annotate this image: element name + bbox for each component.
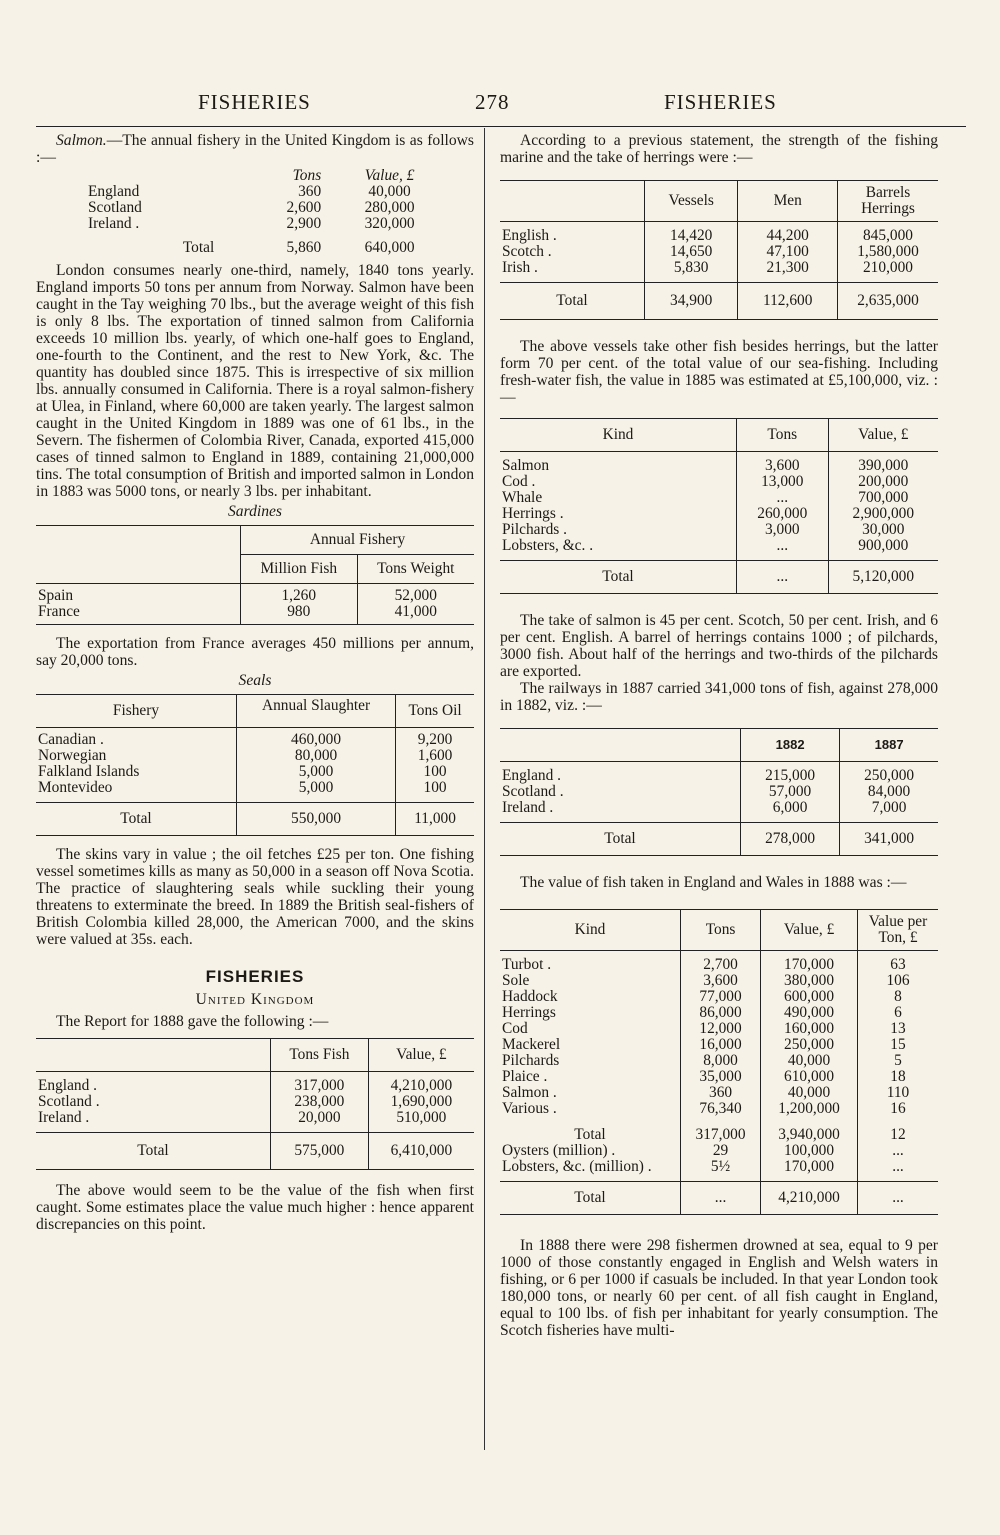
table-row	[500, 989, 938, 1005]
cell: 640,000	[364, 239, 415, 256]
header-rule	[36, 126, 966, 127]
cell: 8	[858, 989, 939, 1005]
row-label: Scotland .	[502, 783, 564, 800]
table-row	[500, 784, 938, 800]
row-label: Plaice .	[502, 1068, 548, 1085]
cell: 11,000	[396, 803, 474, 836]
cell: 6,000	[741, 800, 840, 823]
kind-col-tons: Tons	[737, 419, 829, 452]
seals-paragraph: The skins vary in value ; the oil fetches £25 per ton. One fishing vessel sometimes kills as many as 50,000 in a season off Nova Scotia. The practice of slaughtering seals while suckling their young threatens to exterminate the breed. In 1889 the British seal-fishers of British Colombia killed 28,000, the American 7000, and the skins were valued at 35s. each.	[36, 846, 474, 948]
cell: 1,200,000	[761, 1101, 858, 1117]
table-row	[36, 748, 474, 764]
cell: 1,260	[241, 584, 358, 605]
seals-col-oil: Tons Oil	[396, 695, 474, 728]
cell: 170,000	[761, 951, 858, 974]
row-label: Canadian .	[38, 731, 104, 748]
cell: 3,000	[737, 522, 829, 538]
cell: 3,600	[737, 452, 829, 475]
table-row	[36, 604, 474, 625]
salmon-intro	[36, 132, 474, 166]
cell: 16,000	[681, 1037, 761, 1053]
sardines-table	[36, 525, 474, 625]
cell: 2,635,000	[838, 283, 939, 320]
table-row	[500, 1053, 938, 1069]
cell: 77,000	[681, 989, 761, 1005]
cell: 380,000	[761, 973, 858, 989]
table-row	[500, 1159, 938, 1182]
cell: 12,000	[681, 1021, 761, 1037]
cell: 6	[858, 1005, 939, 1021]
cell: 13,000	[737, 474, 829, 490]
cell: 15	[858, 1037, 939, 1053]
row-label: Scotland	[88, 199, 142, 216]
cell: 1,600	[396, 748, 474, 764]
table-row	[500, 538, 938, 561]
row-label: Ireland .	[88, 215, 140, 232]
total-label: Total	[574, 1189, 606, 1206]
total-row	[500, 283, 938, 320]
sardines-col-fish: Million Fish	[241, 555, 358, 584]
sardines-group-header: Annual Fishery	[241, 526, 475, 555]
cell: 250,000	[840, 762, 938, 785]
wales-col-tons: Tons	[681, 910, 761, 951]
table-row	[36, 764, 474, 780]
herrings-col-vessels: Vessels	[645, 181, 738, 222]
cell: 317,000	[681, 1117, 761, 1143]
cell: 575,000	[271, 1133, 369, 1170]
cell: 845,000	[838, 222, 939, 245]
kind-col-value: Value, £	[828, 419, 938, 452]
salmon-col-value: Value, £	[364, 167, 415, 184]
row-label: English .	[502, 227, 557, 244]
seals-caption: Seals	[238, 672, 272, 689]
table-row	[500, 800, 938, 823]
row-label: Lobsters, &c. .	[502, 537, 594, 554]
cell: 360	[298, 183, 322, 200]
table-row	[500, 490, 938, 506]
drowned-paragraph: In 1888 there were 298 fishermen drowned at sea, equal to 9 per 1000 of those constantly engaged in English and Welsh waters in fishing, or 6 per 1000 if casuals be included. In that year London took 180,000 tons, or nearly 60 per cent. of all fish caught in England, equal to 100 lbs. of fish per inhabitant for yearly consumption. The Scotch fisheries have multi-	[500, 1237, 938, 1339]
cell: ...	[858, 1143, 939, 1159]
cell: 12	[858, 1117, 939, 1143]
cell: 3,940,000	[761, 1117, 858, 1143]
cell: 250,000	[761, 1037, 858, 1053]
cell: 84,000	[840, 784, 938, 800]
cell: 30,000	[828, 522, 938, 538]
total-row	[500, 823, 938, 856]
row-label: Sole	[502, 972, 530, 989]
right-column	[500, 132, 938, 1339]
cell: 4,210,000	[761, 1182, 858, 1215]
cell: 63	[858, 951, 939, 974]
table-row	[500, 1021, 938, 1037]
row-label: Salmon .	[502, 1084, 557, 1101]
table-row	[500, 506, 938, 522]
row-label: Oysters (million) .	[502, 1142, 616, 1159]
row-label: Herrings .	[502, 505, 564, 522]
salmon-paragraph: London consumes nearly one-third, namely, 1840 tons yearly. England imports 50 tons per annum from Norway. Salmon have been caught in the Tay weighing 70 lbs., but the average weight of this fish is only 8 lbs. The exportation of tinned salmon from California exceeds 10 million lbs. yearly, of which one-half goes to England, one-fourth to the Continent, and the rest to New York, &c. The quantity has doubled since 1875. This is irrespective of six million lbs. annually consumed in California. There is a royal salmon-fishery at Ulea, in Finland, where 60,000 are taken yearly. The largest salmon caught in the United Kingdom in 1889 was one of 61 lbs., in the Severn. The fishermen of Colombia River, Canada, exported 415,000 cases of tinned salmon to England in 1889, containing 21,000,000 tins. The total consumption of British and imported salmon in London in 1883 was 5000 tons, or nearly 3 lbs. per inhabitant.	[36, 262, 474, 500]
row-label: Pilchards	[502, 1052, 560, 1069]
cell: 5,120,000	[828, 561, 938, 594]
cell: ...	[858, 1159, 939, 1182]
cell: 600,000	[761, 989, 858, 1005]
sardines-paragraph: The exportation from France averages 450 millions per annum, say 20,000 tons.	[36, 635, 474, 669]
row-label: Norwegian	[38, 747, 107, 764]
cell: 13	[858, 1021, 939, 1037]
row-label: Spain	[38, 587, 74, 604]
total-row	[36, 803, 474, 836]
seals-col-slaughter: Annual Slaughter	[237, 695, 396, 728]
cell: 610,000	[761, 1069, 858, 1085]
table-row	[500, 452, 938, 475]
table-row	[500, 222, 938, 245]
cell: 390,000	[828, 452, 938, 475]
cell: 40,000	[368, 183, 411, 200]
running-header-right: FISHERIES	[664, 90, 777, 114]
row-label: Turbot .	[502, 956, 552, 973]
cell: 238,000	[271, 1094, 369, 1110]
table-row	[500, 1037, 938, 1053]
cell: 320,000	[364, 215, 415, 232]
table-row	[500, 474, 938, 490]
rail-col-1887: 1887	[840, 729, 938, 762]
cell: 700,000	[828, 490, 938, 506]
cell: 341,000	[840, 823, 938, 856]
cell: 980	[241, 604, 358, 625]
row-label: Herrings	[502, 1004, 556, 1021]
cell: 80,000	[237, 748, 396, 764]
rail-col-1882: 1882	[741, 729, 840, 762]
wales-table	[500, 909, 938, 1215]
wales-intro: The value of fish taken in England and Wales in 1888 was :—	[520, 874, 907, 891]
cell: 170,000	[761, 1159, 858, 1182]
row-label: Montevideo	[38, 779, 113, 796]
table-row	[500, 1143, 938, 1159]
row-label: Ireland .	[38, 1109, 90, 1126]
cell: 14,420	[645, 222, 738, 245]
railways-paragraph: The railways in 1887 carried 341,000 tons of fish, against 278,000 in 1882, viz. :—	[500, 680, 938, 714]
cell: 460,000	[237, 728, 396, 749]
table-row	[500, 1101, 938, 1117]
salmon-intro-text: —The annual fishery in the United Kingdom is as follows :—	[36, 132, 474, 166]
cell: 6,410,000	[368, 1133, 474, 1170]
cell: 18	[858, 1069, 939, 1085]
row-label: Falkland Islands	[38, 763, 140, 780]
cell: 160,000	[761, 1021, 858, 1037]
cell: ...	[858, 1182, 939, 1215]
cell: 510,000	[368, 1110, 474, 1133]
cell: 86,000	[681, 1005, 761, 1021]
cell: 5,830	[645, 260, 738, 283]
cell: 9,200	[396, 728, 474, 749]
left-column	[36, 132, 474, 1233]
seals-col-fishery: Fishery	[112, 702, 160, 719]
wales-col-kind: Kind	[574, 921, 606, 938]
final-paragraph: The above would seem to be the value of the fish when first caught. Some estimates place the value much higher : hence apparent discrepancies on this point.	[36, 1182, 474, 1233]
cell: 360	[681, 1085, 761, 1101]
cell: 47,100	[738, 244, 838, 260]
cell: 3,600	[681, 973, 761, 989]
cell: 200,000	[828, 474, 938, 490]
wales-col-value: Value, £	[761, 910, 858, 951]
table-row	[500, 522, 938, 538]
row-label: France	[38, 603, 80, 620]
cell: 900,000	[828, 538, 938, 561]
cell: 100	[396, 780, 474, 803]
cell: 20,000	[271, 1110, 369, 1133]
row-label: England	[88, 183, 140, 200]
herrings-table	[500, 180, 938, 320]
sardines-col-tons: Tons Weight	[357, 555, 474, 584]
salmon-take-paragraph: The take of salmon is 45 per cent. Scotch, 50 per cent. Irish, and 6 per cent. English. A barrel of herrings contains 1000 ; of pilchards, 3000 fish. About half of the herrings and two-thirds of the pilchards are exported.	[500, 612, 938, 680]
vessels-paragraph: The above vessels take other fish besides herrings, but the latter form 70 per cent. of the total value of our sea-fishing. Including fresh-water fish, the value in 1885 was estimated at £5,100,000, viz. :—	[500, 338, 938, 406]
column-divider	[484, 128, 485, 1450]
cell: 29	[681, 1143, 761, 1159]
salmon-label: Salmon.	[56, 132, 107, 149]
report-intro: The Report for 1888 gave the following :—	[56, 1013, 329, 1030]
total-label: Total	[556, 292, 588, 309]
cell: ...	[737, 490, 829, 506]
sardines-caption: Sardines	[228, 503, 282, 520]
cell: 1,690,000	[368, 1094, 474, 1110]
row-label: Various .	[502, 1100, 557, 1117]
table-row	[36, 1110, 474, 1133]
cell: 100,000	[761, 1143, 858, 1159]
cell: 40,000	[761, 1053, 858, 1069]
total-label: Total	[137, 1142, 169, 1159]
cell: 106	[858, 973, 939, 989]
seals-table	[36, 694, 474, 836]
cell: 40,000	[761, 1085, 858, 1101]
cell: 34,900	[645, 283, 738, 320]
table-row	[86, 184, 456, 200]
rail-table	[500, 728, 938, 856]
cell: 260,000	[737, 506, 829, 522]
table-row	[36, 728, 474, 749]
cell: 110	[858, 1085, 939, 1101]
table-row	[500, 762, 938, 785]
cell: 215,000	[741, 762, 840, 785]
total-row	[500, 1182, 938, 1215]
running-header-left: FISHERIES	[198, 90, 311, 114]
cell: 35,000	[681, 1069, 761, 1085]
cell: 4,210,000	[368, 1072, 474, 1095]
table-row	[36, 1072, 474, 1095]
salmon-table	[86, 168, 456, 256]
cell: 317,000	[271, 1072, 369, 1095]
cell: 57,000	[741, 784, 840, 800]
cell: 5,000	[237, 764, 396, 780]
table-row	[500, 1005, 938, 1021]
cell: ...	[681, 1182, 761, 1215]
herrings-col-barrels: Barrels Herrings	[838, 181, 939, 222]
cell: 490,000	[761, 1005, 858, 1021]
cell: 280,000	[364, 199, 415, 216]
total-label: Total	[182, 239, 215, 256]
row-label: Whale	[502, 489, 543, 506]
uk-col-value: Value, £	[368, 1039, 474, 1072]
total-row	[86, 240, 456, 256]
herrings-intro: According to a previous statement, the strength of the fishing marine and the take of herrings were :—	[500, 132, 938, 166]
table-row	[500, 244, 938, 260]
total-label: Total	[120, 810, 152, 827]
cell: 5,000	[237, 780, 396, 803]
uk-col-tons: Tons Fish	[271, 1039, 369, 1072]
row-label: Mackerel	[502, 1036, 561, 1053]
cell: ...	[737, 561, 829, 594]
cell: ...	[737, 538, 829, 561]
row-label: Pilchards .	[502, 521, 567, 538]
subtotal-label: Total	[574, 1126, 606, 1143]
cell: 2,700	[681, 951, 761, 974]
cell: 278,000	[741, 823, 840, 856]
salmon-col-tons: Tons	[292, 167, 322, 184]
uk-subheading: United Kingdom	[195, 991, 315, 1008]
row-label: Scotland .	[38, 1093, 100, 1110]
table-row	[86, 216, 456, 232]
row-label: Scotch .	[502, 243, 552, 260]
row-label: Lobsters, &c. (million) .	[502, 1158, 652, 1175]
cell: 21,300	[738, 260, 838, 283]
fisheries-heading: FISHERIES	[205, 967, 305, 986]
row-label: Ireland .	[502, 799, 554, 816]
table-row	[36, 584, 474, 605]
page-number: 278	[475, 90, 510, 114]
cell: 7,000	[840, 800, 938, 823]
cell: 44,200	[738, 222, 838, 245]
row-label: Cod	[502, 1020, 528, 1037]
row-label: Salmon	[502, 457, 550, 474]
row-label: England .	[502, 767, 561, 784]
total-label: Total	[602, 568, 634, 585]
wales-col-per-ton: Value per Ton, £	[858, 910, 939, 951]
total-label: Total	[604, 830, 636, 847]
table-row	[500, 1085, 938, 1101]
table-row	[500, 1069, 938, 1085]
table-row	[86, 200, 456, 216]
table-row	[500, 260, 938, 283]
cell: 8,000	[681, 1053, 761, 1069]
total-row	[36, 1133, 474, 1170]
subtotal-row	[500, 1117, 938, 1143]
cell: 76,340	[681, 1101, 761, 1117]
cell: 41,000	[357, 604, 474, 625]
cell: 5,860	[286, 239, 322, 256]
cell: 2,900,000	[828, 506, 938, 522]
cell: 1,580,000	[838, 244, 939, 260]
row-label: Irish .	[502, 259, 538, 276]
table-row	[500, 973, 938, 989]
cell: 112,600	[738, 283, 838, 320]
cell: 5	[858, 1053, 939, 1069]
cell: 52,000	[357, 584, 474, 605]
cell: 2,900	[286, 215, 322, 232]
cell: 14,650	[645, 244, 738, 260]
kind-col-kind: Kind	[602, 426, 634, 443]
cell: 550,000	[237, 803, 396, 836]
cell: 100	[396, 764, 474, 780]
cell: 16	[858, 1101, 939, 1117]
kind-table	[500, 418, 938, 594]
table-row	[36, 780, 474, 803]
table-row	[500, 951, 938, 974]
total-row	[500, 561, 938, 594]
herrings-col-men: Men	[738, 181, 838, 222]
uk-table	[36, 1038, 474, 1170]
cell: 2,600	[286, 199, 322, 216]
table-row	[36, 1094, 474, 1110]
cell: 210,000	[838, 260, 939, 283]
row-label: England .	[38, 1077, 97, 1094]
cell: 5½	[681, 1159, 761, 1182]
row-label: Haddock	[502, 988, 558, 1005]
row-label: Cod .	[502, 473, 536, 490]
